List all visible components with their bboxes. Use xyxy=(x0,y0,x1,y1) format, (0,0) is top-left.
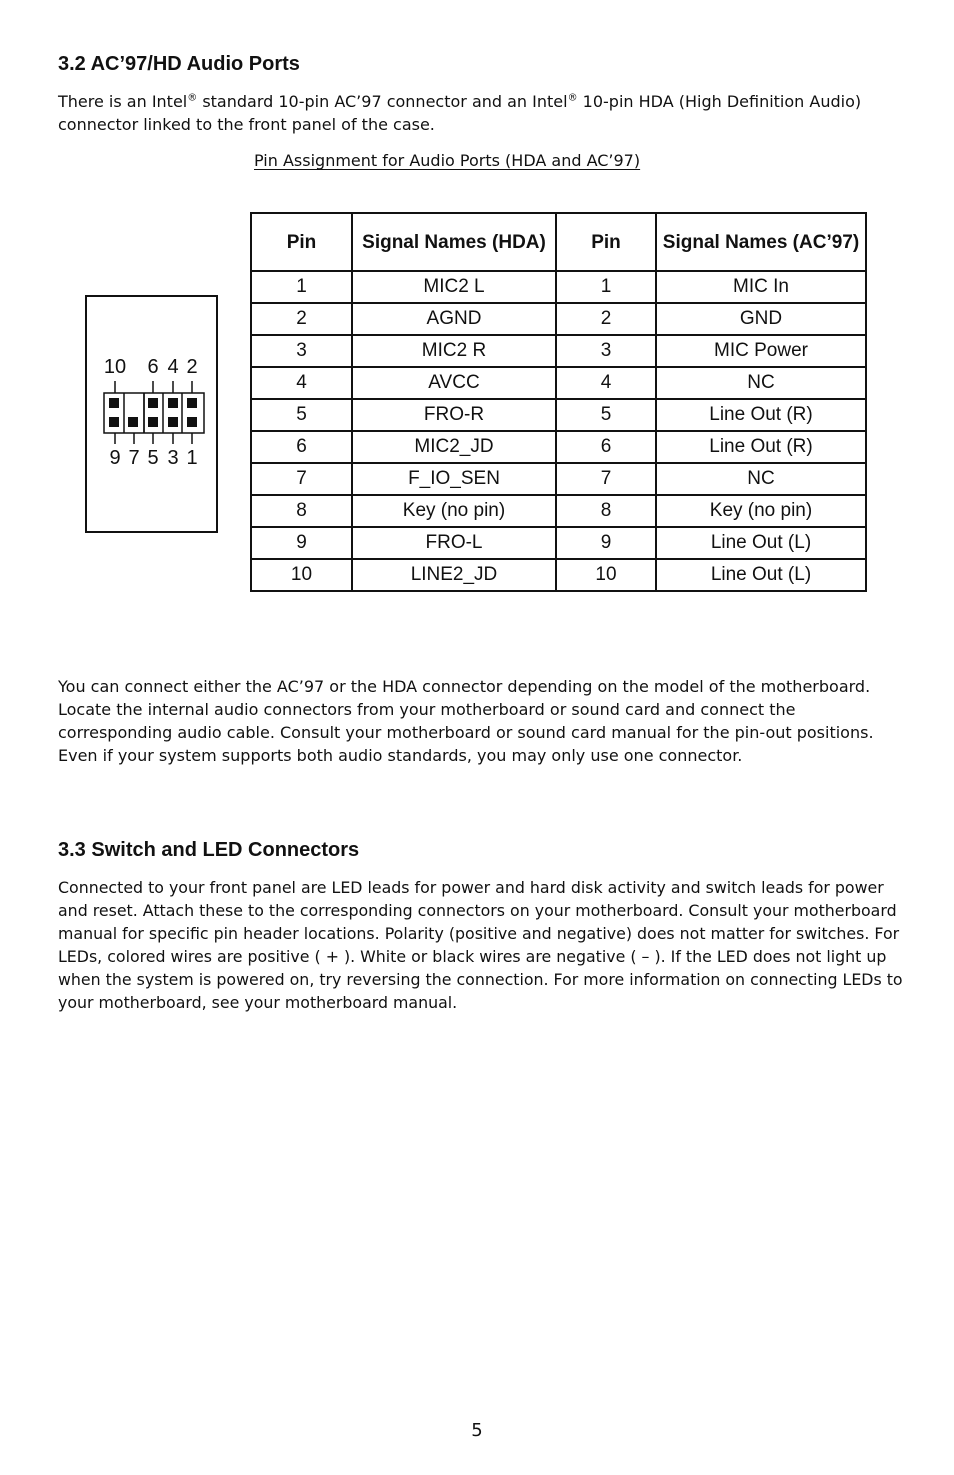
cell-signal-ac97: Key (no pin) xyxy=(656,495,866,527)
pin-label-1: 1 xyxy=(186,447,198,469)
cell-signal-ac97: MIC In xyxy=(656,271,866,303)
cell-pin: 6 xyxy=(251,431,352,463)
cell-signal-hda: MIC2_JD xyxy=(352,431,556,463)
cell-pin: 3 xyxy=(251,335,352,367)
pin-2 xyxy=(187,398,197,408)
cell-signal-ac97: Line Out (L) xyxy=(656,527,866,559)
cell-signal-hda: F_IO_SEN xyxy=(352,463,556,495)
table-row xyxy=(251,495,866,527)
pin-label-7: 7 xyxy=(128,447,140,469)
cell-signal-hda: MIC2 L xyxy=(352,271,556,303)
pin-6 xyxy=(148,398,158,408)
cell-signal-ac97: Line Out (R) xyxy=(656,399,866,431)
cell-signal-ac97: NC xyxy=(656,367,866,399)
cell-pin: 5 xyxy=(556,399,656,431)
pin-label-4: 4 xyxy=(167,356,179,378)
pin-leads-top xyxy=(115,381,192,393)
cell-signal-ac97: Line Out (L) xyxy=(656,559,866,591)
pin-label-6: 6 xyxy=(147,356,159,378)
intro-paragraph xyxy=(58,90,903,136)
cell-pin: 6 xyxy=(556,431,656,463)
table-row xyxy=(251,527,866,559)
intro-text-1: There is an Intel xyxy=(58,92,188,111)
table-header-row xyxy=(251,213,866,271)
table-row xyxy=(251,559,866,591)
header-signal-hda: Signal Names (HDA) xyxy=(352,213,556,271)
cell-pin: 4 xyxy=(251,367,352,399)
pin-leads-bottom xyxy=(115,433,192,444)
registered-mark: ® xyxy=(187,92,198,104)
cell-pin: 4 xyxy=(556,367,656,399)
table-row xyxy=(251,431,866,463)
table-row xyxy=(251,399,866,431)
intro-text-3: 10-pin HDA (High Definition Audio) connector linked to the front panel of the case. xyxy=(58,92,862,134)
table-caption: Pin Assignment for Audio Ports (HDA and AC’97) xyxy=(254,151,641,170)
pin-label-9: 9 xyxy=(109,447,121,469)
cell-signal-ac97: GND xyxy=(656,303,866,335)
section-heading-audio-ports: 3.2 AC’97/HD Audio Ports xyxy=(58,53,300,75)
table-row xyxy=(251,367,866,399)
pin-7 xyxy=(128,417,138,427)
cell-pin: 7 xyxy=(251,463,352,495)
header-pin-ac97: Pin xyxy=(556,213,656,271)
cell-pin: 9 xyxy=(556,527,656,559)
cell-pin: 5 xyxy=(251,399,352,431)
pin-assignment-table xyxy=(250,212,867,592)
pin-9 xyxy=(109,417,119,427)
pin-1 xyxy=(187,417,197,427)
pin-label-5: 5 xyxy=(147,447,159,469)
cell-pin: 2 xyxy=(251,303,352,335)
section-heading-switch-led: 3.3 Switch and LED Connectors xyxy=(58,839,360,861)
pin-3 xyxy=(168,417,178,427)
cell-pin: 10 xyxy=(556,559,656,591)
header-signal-ac97: Signal Names (AC’97) xyxy=(656,213,866,271)
cell-signal-ac97: MIC Power xyxy=(656,335,866,367)
registered-mark: ® xyxy=(567,92,578,104)
cell-pin: 1 xyxy=(556,271,656,303)
audio-connector-diagram xyxy=(84,294,220,536)
cell-pin: 1 xyxy=(251,271,352,303)
pin-label-2: 2 xyxy=(186,356,198,378)
cell-signal-hda: FRO-R xyxy=(352,399,556,431)
pin-label-10: 10 xyxy=(103,356,127,378)
cell-pin: 10 xyxy=(251,559,352,591)
cell-signal-hda: MIC2 R xyxy=(352,335,556,367)
cell-pin: 8 xyxy=(556,495,656,527)
pin-10 xyxy=(109,398,119,408)
table-row xyxy=(251,335,866,367)
cell-pin: 7 xyxy=(556,463,656,495)
cell-pin: 3 xyxy=(556,335,656,367)
cell-pin: 2 xyxy=(556,303,656,335)
cell-pin: 8 xyxy=(251,495,352,527)
table-row xyxy=(251,303,866,335)
cell-signal-ac97: NC xyxy=(656,463,866,495)
intro-text-2: standard 10-pin AC’97 connector and an Intel xyxy=(197,92,568,111)
pin-label-3: 3 xyxy=(167,447,179,469)
cell-pin: 9 xyxy=(251,527,352,559)
header-pin-hda: Pin xyxy=(251,213,352,271)
cell-signal-hda: FRO-L xyxy=(352,527,556,559)
cell-signal-hda: AVCC xyxy=(352,367,556,399)
table-row xyxy=(251,271,866,303)
connector-outline xyxy=(86,296,217,532)
pin-5 xyxy=(148,417,158,427)
connector-usage-paragraph: You can connect either the AC’97 or the HDA connector depending on the model of the motherboard. Locate the internal audio connectors from your motherboard or sound card and connect the corresponding audio cable. Consult your motherboard or sound card manual for the pin-out positions. Even if your system supports both audio standards, you may only use one connector. xyxy=(58,677,874,765)
page-number: 5 xyxy=(471,1420,483,1441)
table-row xyxy=(251,463,866,495)
cell-signal-hda: Key (no pin) xyxy=(352,495,556,527)
cell-signal-hda: AGND xyxy=(352,303,556,335)
switch-led-paragraph: Connected to your front panel are LED leads for power and hard disk activity and switch leads for power and reset. Attach these to the corresponding connectors on your motherboard. Consult your motherboard manual for specific pin header locations. Polarity (positive and negative) does not matter for switches. For LEDs, colored wires are positive ( + ). White or black wires are negative ( – ). If the LED does not light up when the system is powered on, try reversing the connection. For more information on connecting LEDs to your motherboard, see your motherboard manual. xyxy=(58,878,903,1012)
cell-signal-ac97: Line Out (R) xyxy=(656,431,866,463)
pin-4 xyxy=(168,398,178,408)
cell-signal-hda: LINE2_JD xyxy=(352,559,556,591)
